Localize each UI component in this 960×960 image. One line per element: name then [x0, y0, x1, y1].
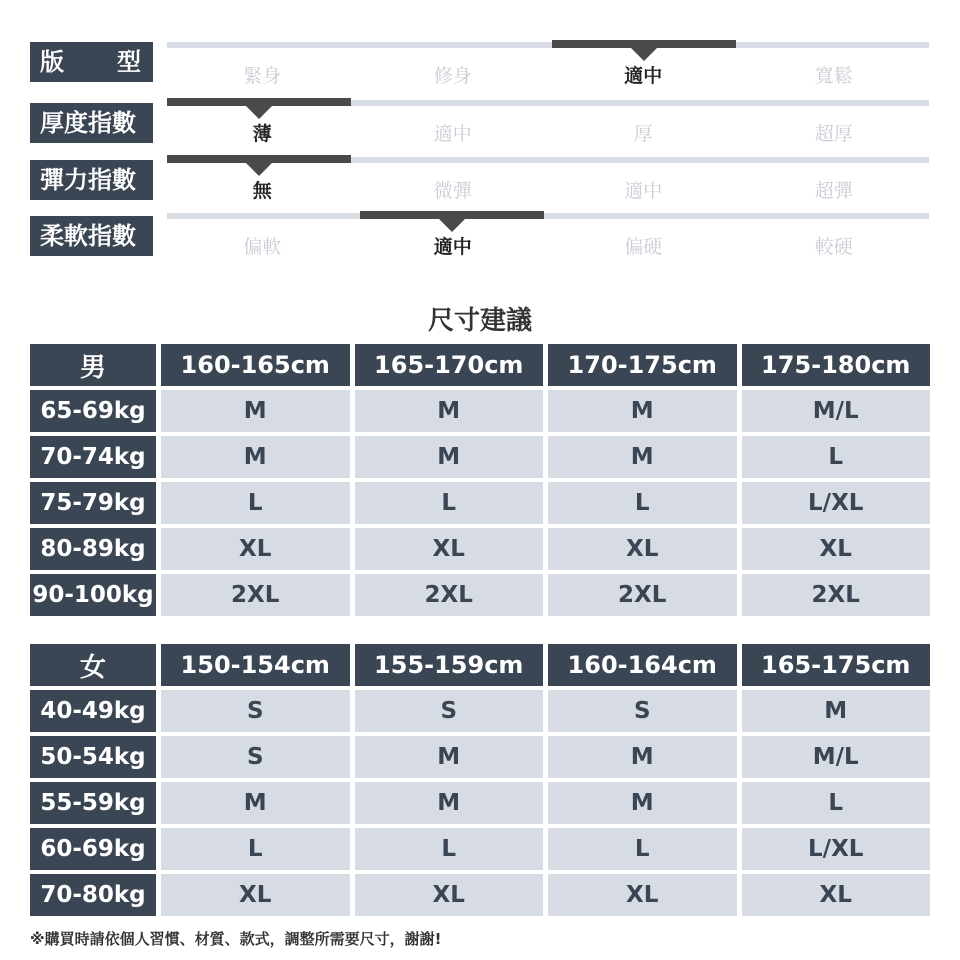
fit-options [167, 61, 929, 91]
height-header: 160-165cm [161, 344, 350, 386]
size-cell: S [548, 690, 737, 732]
size-cell: M [355, 782, 544, 824]
size-cell: XL [161, 874, 350, 916]
women-gender-header: 女 [30, 644, 156, 686]
table-row [30, 690, 930, 732]
size-cell: 2XL [742, 574, 931, 616]
fit-selected-marker [552, 40, 736, 48]
size-cell: L [742, 436, 931, 478]
table-row [30, 782, 930, 824]
thickness-option-selected: 薄 [252, 123, 272, 145]
size-cell: M [548, 782, 737, 824]
elasticity-options [167, 176, 929, 206]
fit-label [30, 42, 153, 82]
weight-header: 90-100kg [30, 574, 156, 616]
height-header: 165-170cm [355, 344, 544, 386]
size-cell: 2XL [355, 574, 544, 616]
weight-header: 50-54kg [30, 736, 156, 778]
table-row [30, 390, 930, 432]
size-cell: L/XL [742, 828, 931, 870]
softness-label: 柔軟指數 [30, 216, 153, 256]
softness-selected-marker [360, 211, 544, 219]
size-cell: L [355, 828, 544, 870]
height-header: 170-175cm [548, 344, 737, 386]
softness-options [167, 232, 929, 262]
thickness-options [167, 119, 929, 149]
size-cell: M [548, 390, 737, 432]
size-cell: M [548, 736, 737, 778]
size-cell: L [742, 782, 931, 824]
size-cell: S [161, 736, 350, 778]
softness-option: 較硬 [814, 236, 853, 258]
softness-option-selected: 適中 [433, 236, 472, 258]
size-cell: M [355, 436, 544, 478]
weight-header: 55-59kg [30, 782, 156, 824]
height-header: 155-159cm [355, 644, 544, 686]
height-header: 175-180cm [742, 344, 931, 386]
fit-option-selected: 適中 [624, 65, 663, 87]
weight-header: 75-79kg [30, 482, 156, 524]
elasticity-label: 彈力指數 [30, 160, 153, 200]
size-cell: XL [355, 528, 544, 570]
thickness-scale-track [167, 100, 929, 106]
fit-scale-track [167, 42, 929, 48]
size-cell: S [161, 690, 350, 732]
fit-label-char-1: 版 [40, 48, 64, 76]
size-cell: M [161, 390, 350, 432]
size-cell: L/XL [742, 482, 931, 524]
thickness-option: 適中 [433, 123, 472, 145]
table-row [30, 436, 930, 478]
height-header: 160-164cm [548, 644, 737, 686]
size-cell: 2XL [548, 574, 737, 616]
men-size-table [30, 344, 930, 620]
height-header: 150-154cm [161, 644, 350, 686]
elasticity-option-selected: 無 [252, 180, 272, 202]
weight-header: 70-74kg [30, 436, 156, 478]
size-cell: L [548, 828, 737, 870]
softness-scale-track [167, 213, 929, 219]
weight-header: 40-49kg [30, 690, 156, 732]
weight-header: 65-69kg [30, 390, 156, 432]
elasticity-option: 微彈 [433, 180, 472, 202]
weight-header: 70-80kg [30, 874, 156, 916]
size-cell: L [161, 828, 350, 870]
size-cell: M/L [742, 390, 931, 432]
weight-header: 60-69kg [30, 828, 156, 870]
thickness-option: 厚 [633, 123, 653, 145]
men-gender-header: 男 [30, 344, 156, 386]
weight-header: 80-89kg [30, 528, 156, 570]
size-cell: L [548, 482, 737, 524]
size-cell: M [742, 690, 931, 732]
size-cell: XL [161, 528, 350, 570]
table-row [30, 482, 930, 524]
elasticity-scale-track [167, 157, 929, 163]
thickness-label: 厚度指數 [30, 103, 153, 143]
table-row [30, 874, 930, 916]
table-row [30, 574, 930, 616]
elasticity-option: 超彈 [814, 180, 853, 202]
table-row [30, 736, 930, 778]
purchase-note: ※購買時請依個人習慣、材質、款式，調整所需要尺寸，謝謝! [30, 930, 442, 948]
size-cell: XL [548, 528, 737, 570]
thickness-selected-marker [167, 98, 351, 106]
size-cell: M [161, 782, 350, 824]
softness-option: 偏軟 [243, 236, 282, 258]
size-cell: M [355, 736, 544, 778]
size-cell: L [355, 482, 544, 524]
women-size-table [30, 644, 930, 920]
fit-option: 修身 [433, 65, 472, 87]
size-cell: XL [742, 874, 931, 916]
size-cell: M/L [742, 736, 931, 778]
elasticity-option: 適中 [624, 180, 663, 202]
thickness-option: 超厚 [814, 123, 853, 145]
size-cell: M [161, 436, 350, 478]
table-header-row [30, 644, 930, 686]
size-cell: 2XL [161, 574, 350, 616]
table-header-row [30, 344, 930, 386]
elasticity-selected-marker [167, 155, 351, 163]
size-cell: XL [355, 874, 544, 916]
size-cell: M [548, 436, 737, 478]
size-suggestion-title: 尺寸建議 [427, 306, 532, 336]
size-cell: S [355, 690, 544, 732]
softness-option: 偏硬 [624, 236, 663, 258]
table-row [30, 528, 930, 570]
height-header: 165-175cm [742, 644, 931, 686]
fit-option: 寬鬆 [814, 65, 853, 87]
size-cell: M [355, 390, 544, 432]
table-row [30, 828, 930, 870]
size-cell: XL [742, 528, 931, 570]
size-cell: XL [548, 874, 737, 916]
fit-option: 緊身 [243, 65, 282, 87]
fit-label-char-2: 型 [117, 48, 141, 76]
size-cell: L [161, 482, 350, 524]
